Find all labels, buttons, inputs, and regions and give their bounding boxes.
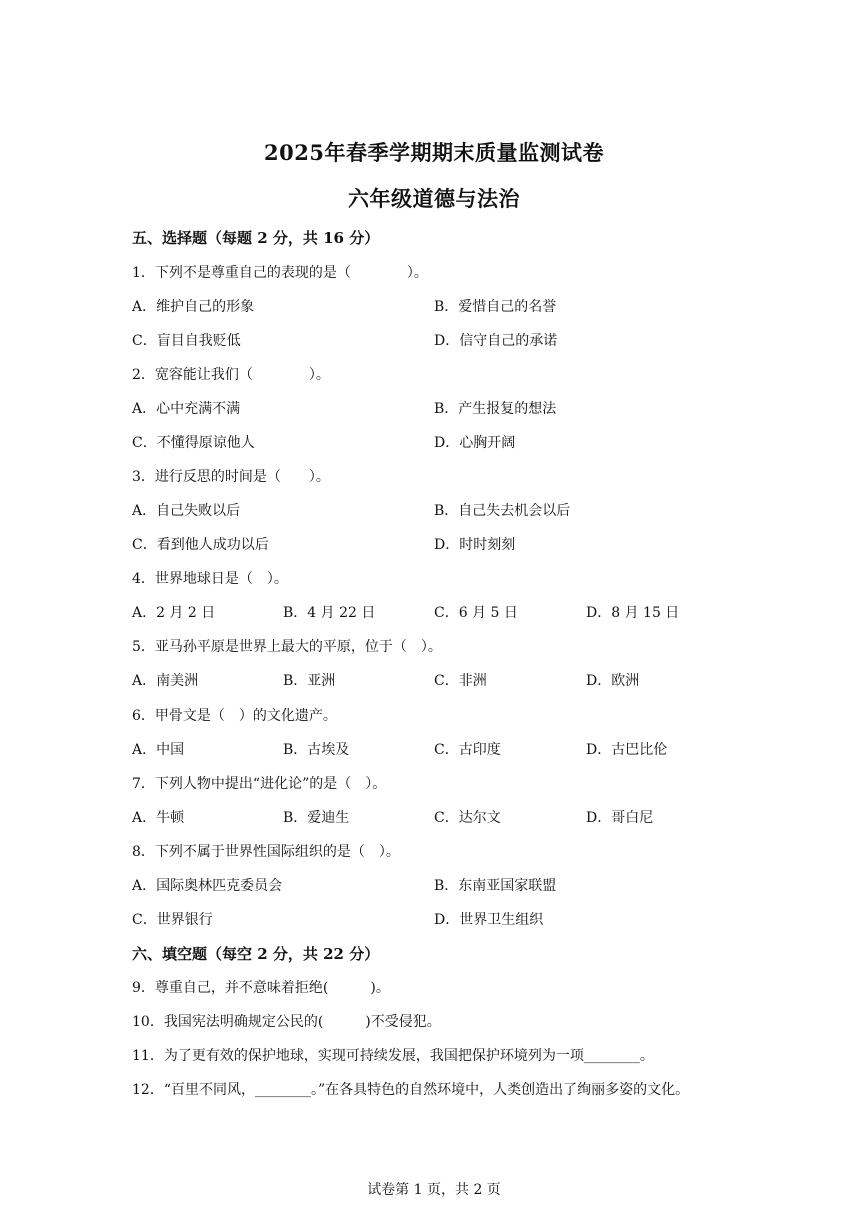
question-2-option-a: A．心中充满不满	[132, 401, 241, 417]
question-5-option-b: B．亚洲	[283, 673, 336, 689]
question-7-option-d: D．哥白尼	[586, 810, 654, 826]
exam-title: 2025年春季学期期末质量监测试卷	[264, 140, 604, 165]
question-1-option-d: D．信守自己的承诺	[434, 333, 558, 349]
question-6-stem: 6．甲骨文是（ ）的文化遗产。	[132, 708, 337, 724]
question-6-option-b: B．古埃及	[283, 742, 350, 758]
question-1-option-a: A．维护自己的形象	[132, 299, 255, 315]
question-6-option-a: A．中国	[132, 742, 185, 758]
question-2-stem: 2．宽容能让我们（ ）。	[132, 367, 330, 383]
question-2-option-b: B．产生报复的想法	[434, 401, 557, 417]
exam-subtitle: 六年级道德与法治	[348, 186, 520, 211]
fill-question-9: 9．尊重自己，并不意味着拒绝( )。	[132, 980, 390, 996]
question-6-option-c: C．古印度	[434, 742, 501, 758]
question-1-stem: 1．下列不是尊重自己的表现的是（ ）。	[132, 265, 428, 281]
fill-question-10: 10．我国宪法明确规定公民的( )不受侵犯。	[132, 1014, 441, 1030]
question-8-stem: 8．下列不属于世界性国际组织的是（ ）。	[132, 844, 400, 860]
question-5-stem: 5．亚马孙平原是世界上最大的平原，位于（ ）。	[132, 639, 442, 655]
question-7-stem: 7．下列人物中提出“进化论”的是（ ）。	[132, 776, 387, 792]
question-5-option-c: C．非洲	[434, 673, 487, 689]
question-4-option-b: B．4 月 22 日	[283, 605, 376, 621]
question-4-option-a: A．2 月 2 日	[132, 605, 216, 621]
question-8-option-b: B．东南亚国家联盟	[434, 878, 557, 894]
question-2-option-c: C．不懂得原谅他人	[132, 435, 255, 451]
question-3-option-d: D．时时刻刻	[434, 537, 516, 553]
question-8-option-a: A．国际奥林匹克委员会	[132, 878, 283, 894]
fill-question-11: 11．为了更有效的保护地球，实现可持续发展，我国把保护环境列为一项________。	[132, 1048, 654, 1064]
question-4-stem: 4．世界地球日是（ ）。	[132, 571, 288, 587]
question-3-option-b: B．自己失去机会以后	[434, 503, 571, 519]
question-2-option-d: D．心胸开阔	[434, 435, 516, 451]
question-5-option-d: D．欧洲	[586, 673, 640, 689]
question-1-option-b: B．爱惜自己的名誉	[434, 299, 557, 315]
question-8-option-c: C．世界银行	[132, 912, 213, 928]
question-3-option-c: C．看到他人成功以后	[132, 537, 269, 553]
fill-question-12: 12．“百里不同风，________。”在各具特色的自然环境中，人类创造出了绚丽多姿的文化。	[132, 1082, 690, 1098]
question-8-option-d: D．世界卫生组织	[434, 912, 544, 928]
question-3-stem: 3．进行反思的时间是（ ）。	[132, 469, 330, 485]
question-4-option-c: C．6 月 5 日	[434, 605, 518, 621]
page-footer: 试卷第 1 页，共 2 页	[367, 1182, 501, 1198]
question-4-option-d: D．8 月 15 日	[586, 605, 680, 621]
choice-section-heading: 五、选择题（每题 2 分，共 16 分）	[132, 229, 380, 247]
fill-section-heading: 六、填空题（每空 2 分，共 22 分）	[132, 945, 380, 963]
question-1-option-c: C．盲目自我贬低	[132, 333, 241, 349]
question-3-option-a: A．自己失败以后	[132, 503, 241, 519]
question-5-option-a: A．南美洲	[132, 673, 199, 689]
question-6-option-d: D．古巴比伦	[586, 742, 668, 758]
question-7-option-b: B．爱迪生	[283, 810, 350, 826]
question-7-option-c: C．达尔文	[434, 810, 501, 826]
question-7-option-a: A．牛顿	[132, 810, 185, 826]
